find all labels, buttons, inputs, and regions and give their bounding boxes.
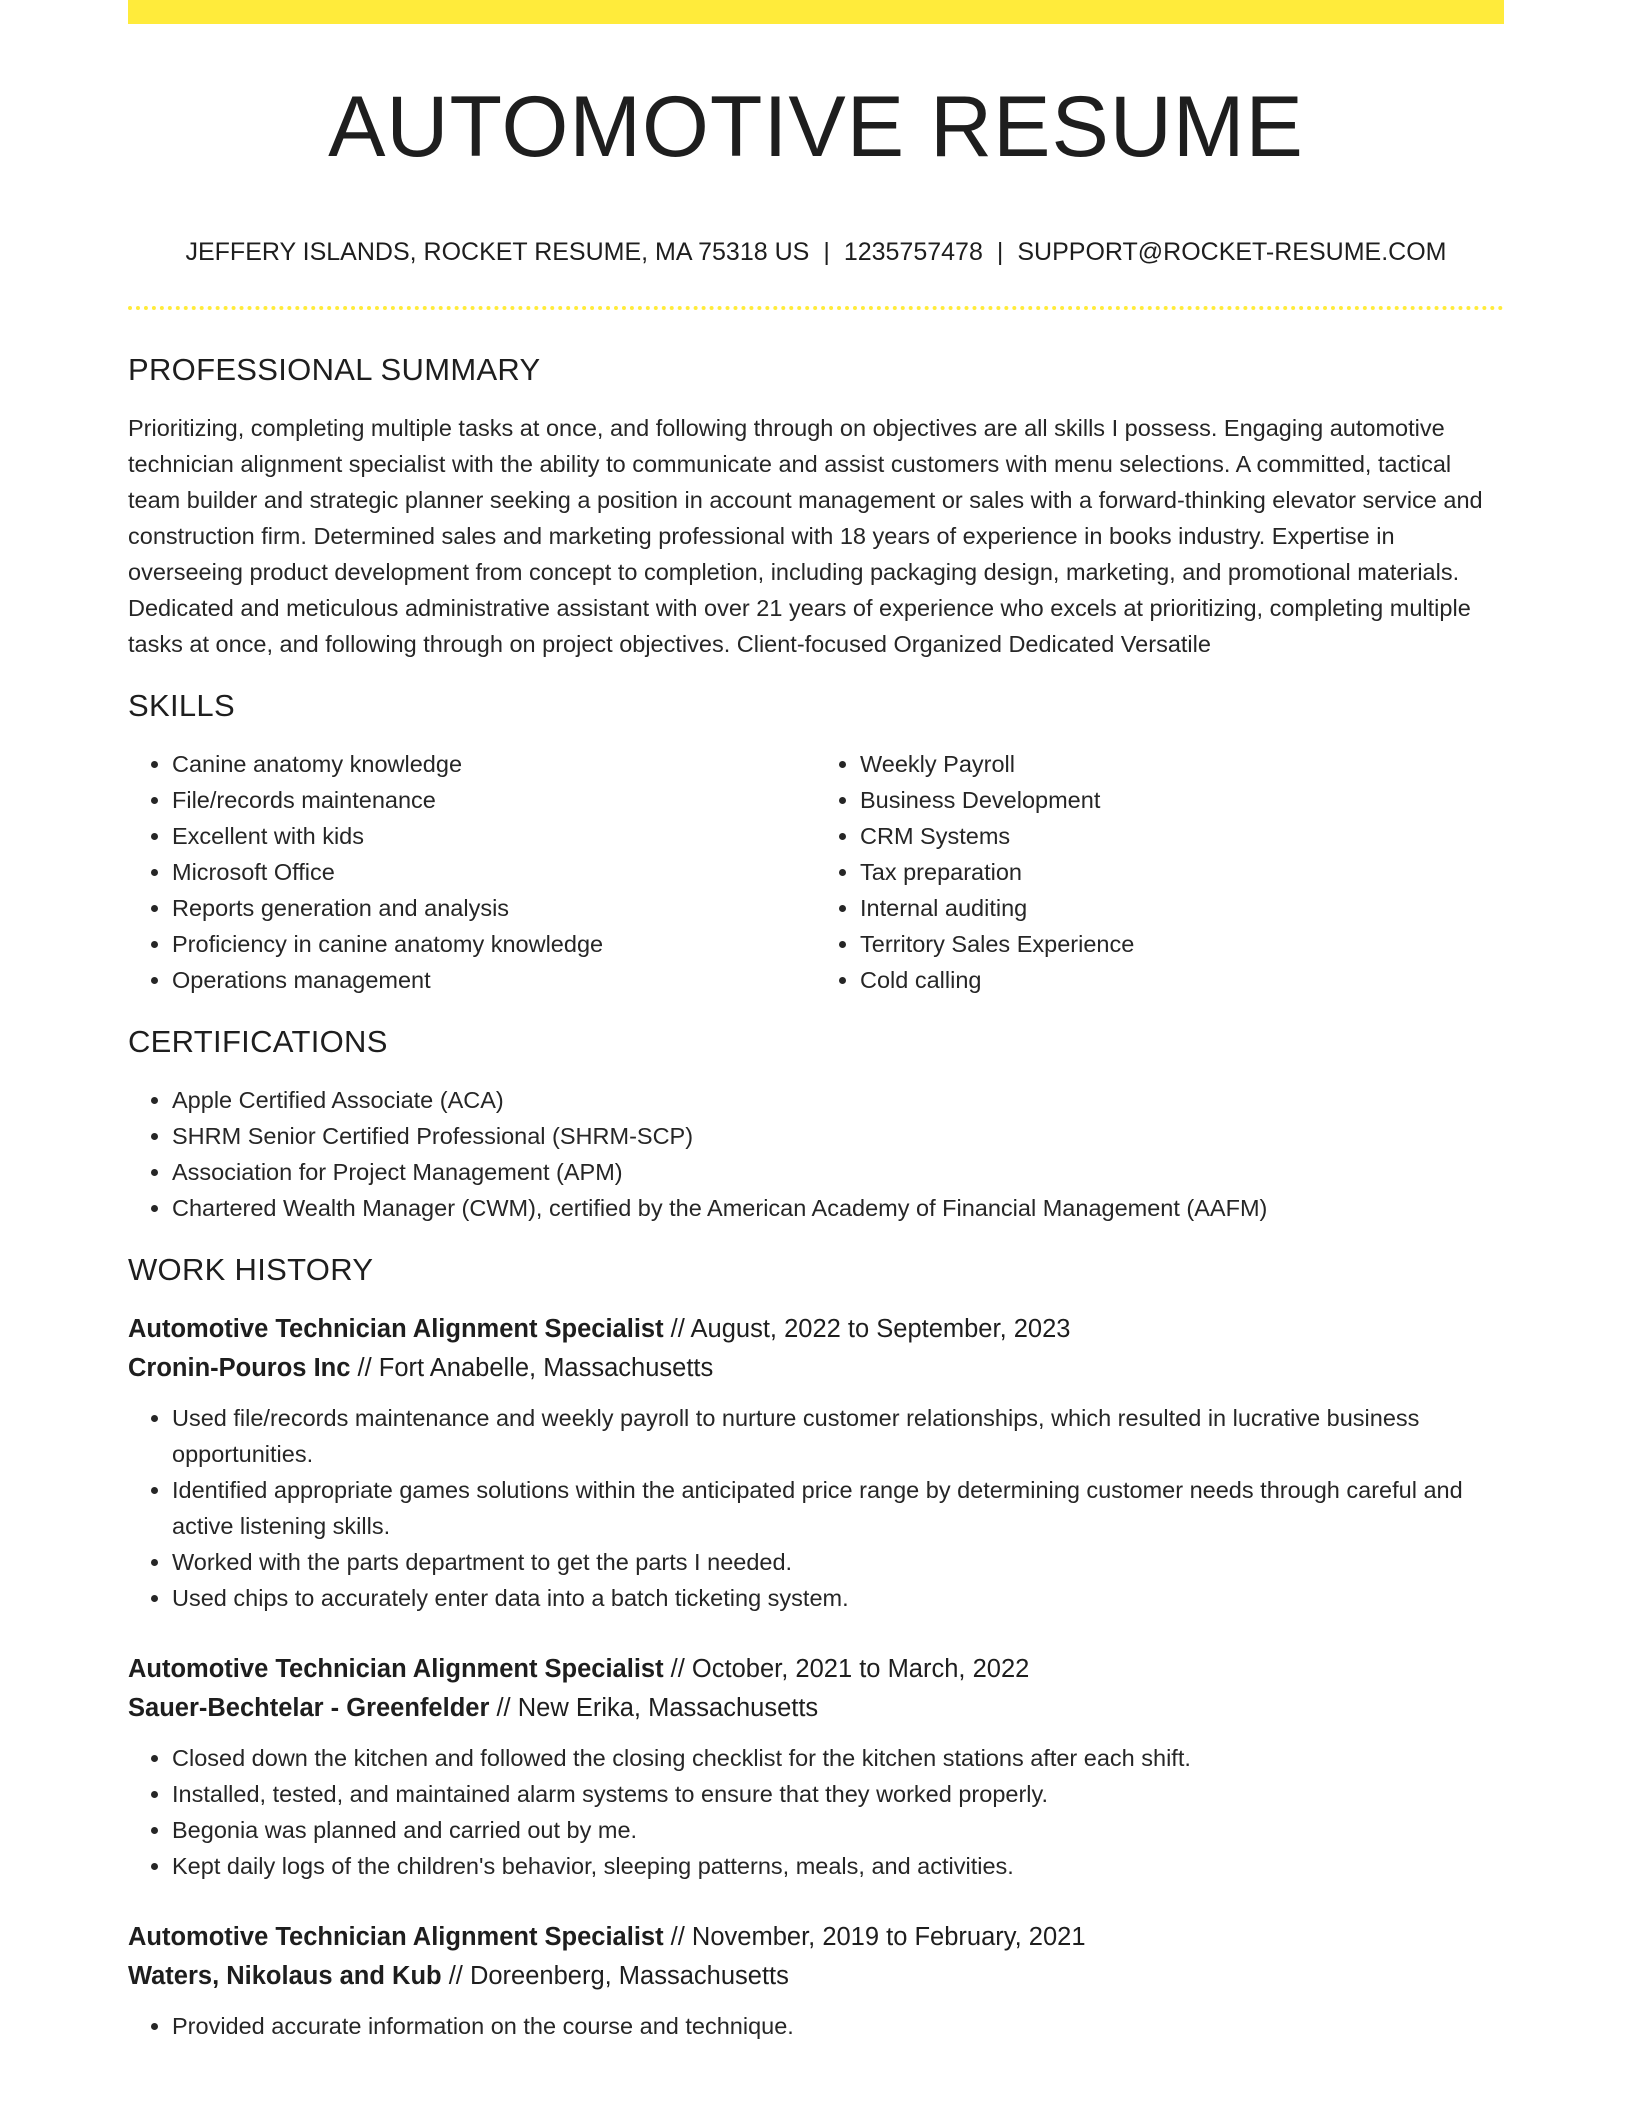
certification-item: • SHRM Senior Certified Professional (SHRM-SCP) xyxy=(172,1118,1504,1154)
job-entry xyxy=(128,1310,1504,1616)
job-bullet: • Used chips to accurately enter data into a batch ticketing system. xyxy=(172,1580,1504,1616)
job-bullet: • Provided accurate information on the course and technique. xyxy=(172,2008,1504,2044)
skills-heading: SKILLS xyxy=(128,688,235,723)
job-entry xyxy=(128,1650,1504,1884)
job-bullet: • Installed, tested, and maintained alarm systems to ensure that they worked properly. xyxy=(172,1776,1504,1812)
job-bullets xyxy=(128,2008,1504,2044)
skill-item: • Territory Sales Experience xyxy=(860,926,1504,962)
certification-item: • Apple Certified Associate (ACA) xyxy=(172,1082,1504,1118)
job-bullets xyxy=(128,1740,1504,1884)
certification-item: • Association for Project Management (APM) xyxy=(172,1154,1504,1190)
job-title-line xyxy=(128,1918,1504,1957)
skill-item: • Business Development xyxy=(860,782,1504,818)
job-title-line xyxy=(128,1310,1504,1349)
job-title: Automotive Technician Alignment Specialist xyxy=(128,1315,664,1343)
job-location: // Fort Anabelle, Massachusetts xyxy=(350,1354,714,1382)
top-accent-bar xyxy=(128,0,1504,24)
contact-line xyxy=(128,238,1504,267)
contact-email[interactable]: SUPPORT@ROCKET-RESUME.COM xyxy=(1017,238,1447,266)
skill-item: • Tax preparation xyxy=(860,854,1504,890)
job-location: // Doreenberg, Massachusetts xyxy=(441,1962,789,1990)
skills-list-left xyxy=(128,746,816,998)
skill-item: • Microsoft Office xyxy=(172,854,816,890)
job-company-line xyxy=(128,1349,1504,1388)
job-company-line xyxy=(128,1957,1504,1996)
job-company: Sauer-Bechtelar - Greenfelder xyxy=(128,1694,490,1722)
job-title-line xyxy=(128,1650,1504,1689)
job-company: Waters, Nikolaus and Kub xyxy=(128,1962,442,1990)
resume-title: AUTOMOTIVE RESUME xyxy=(328,79,1304,175)
job-title: Automotive Technician Alignment Specialist xyxy=(128,1655,664,1683)
certifications-section xyxy=(128,1024,1504,1226)
job-company: Cronin-Pouros Inc xyxy=(128,1354,351,1382)
job-company-line xyxy=(128,1689,1504,1728)
job-bullet: • Worked with the parts department to get the parts I needed. xyxy=(172,1544,1504,1580)
work-history-section xyxy=(128,1252,1504,2044)
summary-section xyxy=(128,352,1504,662)
job-title: Automotive Technician Alignment Specialist xyxy=(128,1923,664,1951)
job-bullet: • Identified appropriate games solutions within the anticipated price range by determining customer needs through careful and active listening skills. xyxy=(172,1472,1504,1544)
contact-phone: 1235757478 xyxy=(843,238,983,266)
skill-item: • Proficiency in canine anatomy knowledge xyxy=(172,926,816,962)
contact-address: JEFFERY ISLANDS, ROCKET RESUME, MA 75318 US xyxy=(185,238,810,266)
skill-item: • Excellent with kids xyxy=(172,818,816,854)
skill-item: • Operations management xyxy=(172,962,816,998)
job-bullet: • Kept daily logs of the children's behavior, sleeping patterns, meals, and activities. xyxy=(172,1848,1504,1884)
skill-item: • Weekly Payroll xyxy=(860,746,1504,782)
contact-separator: | xyxy=(996,238,1004,266)
work-history-heading: WORK HISTORY xyxy=(128,1252,374,1287)
skill-item: • Internal auditing xyxy=(860,890,1504,926)
skills-columns xyxy=(128,746,1504,998)
skills-section xyxy=(128,688,1504,998)
job-dates: // November, 2019 to February, 2021 xyxy=(663,1923,1086,1951)
skill-item: • Reports generation and analysis xyxy=(172,890,816,926)
job-dates: // October, 2021 to March, 2022 xyxy=(663,1655,1030,1683)
job-bullet: • Closed down the kitchen and followed the closing checklist for the kitchen stations after each shift. xyxy=(172,1740,1504,1776)
contact-separator: | xyxy=(823,238,830,266)
job-dates: // August, 2022 to September, 2023 xyxy=(663,1315,1071,1343)
job-bullet: • Used file/records maintenance and weekly payroll to nurture customer relationships, which resulted in lucrative business opportunities. xyxy=(172,1400,1504,1472)
certifications-heading: CERTIFICATIONS xyxy=(128,1024,388,1059)
certification-item: • Chartered Wealth Manager (CWM), certified by the American Academy of Financial Management (AAFM) xyxy=(172,1190,1504,1226)
skills-list-right xyxy=(816,746,1504,998)
job-entry xyxy=(128,1918,1504,2044)
skill-item: • CRM Systems xyxy=(860,818,1504,854)
resume-content xyxy=(128,352,1504,2078)
summary-text: Prioritizing, completing multiple tasks at once, and following through on objectives are all skills I possess. Engaging automotive technician alignment specialist with the ability to communicate and assist customers with menu selections. A committed, tactical team builder and strategic planner seeking a position in account management or sales with a forward-thinking elevator service and construction firm. Determined sales and marketing professional with 18 years of experience in books industry. Expertise in overseeing product development from concept to completion, including packaging design, marketing, and promotional materials. Dedicated and meticulous administrative assistant with over 21 years of experience who excels at prioritizing, completing multiple tasks at once, and following through on project objectives. Client-focused Organized Dedicated Versatile xyxy=(128,415,1483,657)
job-bullets xyxy=(128,1400,1504,1616)
certifications-list xyxy=(128,1082,1504,1226)
skill-item: • Cold calling xyxy=(860,962,1504,998)
dotted-divider xyxy=(128,306,1504,310)
summary-heading: PROFESSIONAL SUMMARY xyxy=(128,352,541,387)
job-location: // New Erika, Massachusetts xyxy=(489,1694,819,1722)
skill-item: • File/records maintenance xyxy=(172,782,816,818)
job-bullet: • Begonia was planned and carried out by me. xyxy=(172,1812,1504,1848)
skill-item: • Canine anatomy knowledge xyxy=(172,746,816,782)
